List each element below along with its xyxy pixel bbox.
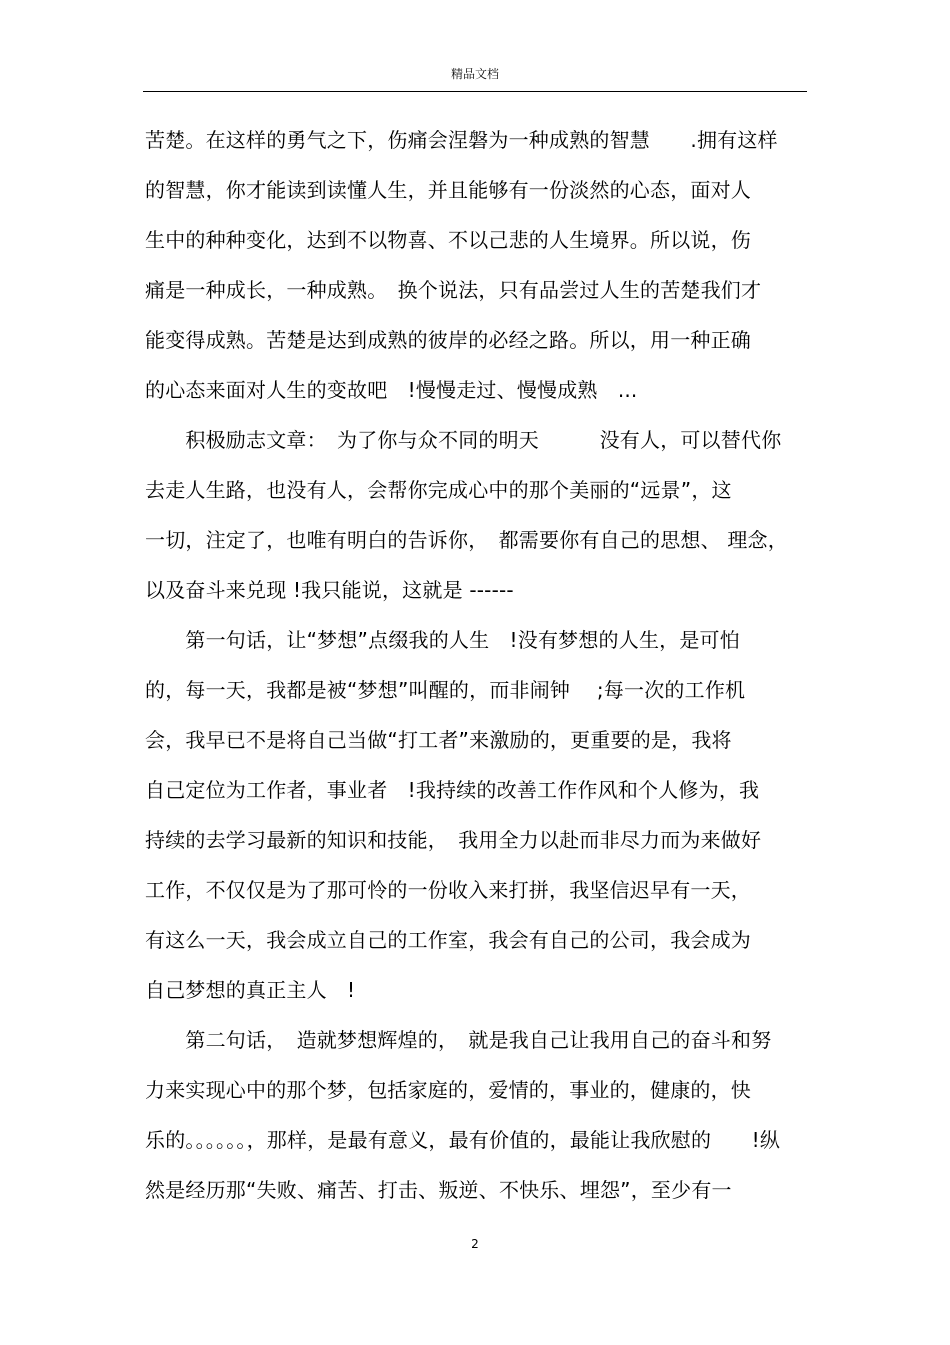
page-number: 2 xyxy=(471,1237,479,1251)
text-line: 会，我早已不是将自己当做“打工者”来激励的，更重要的是，我将 xyxy=(145,728,732,752)
text-line: 的智慧，你才能读到读懂人生，并且能够有一份淡然的心态，面对人 xyxy=(145,178,751,202)
text-line: 第二句话， 造就梦想辉煌的， 就是我自己让我用自己的奋斗和努 xyxy=(145,1028,772,1052)
text-line: 积极励志文章： 为了你与众不同的明天 没有人，可以替代你 xyxy=(145,428,782,452)
text-line: 痛是一种成长，一种成熟。 换个说法，只有品尝过人生的苦楚我们才 xyxy=(145,278,762,302)
text-line: 持续的去学习最新的知识和技能， 我用全力以赴而非尽力而为来做好 xyxy=(145,828,762,852)
text-line: 的心态来面对人生的变故吧 !慢慢走过、慢慢成熟 ... xyxy=(145,378,638,402)
page-header: 精品文档 xyxy=(450,67,499,81)
text-line: 以及奋斗来兑现 !我只能说，这就是 ------ xyxy=(145,578,514,602)
text-line: 生中的种种变化，达到不以物喜、不以己悲的人生境界。所以说，伤 xyxy=(145,228,751,252)
text-line: 的，每一天，我都是被“梦想”叫醒的，而非闹钟 ;每一次的工作机 xyxy=(145,678,746,702)
text-line: 乐的。。。。。。，那样，是最有意义，最有价值的，最能让我欣慰的 !纵 xyxy=(145,1128,781,1152)
text-line: 第一句话，让“梦想”点缀我的人生 !没有梦想的人生，是可怕 xyxy=(145,628,740,652)
text-line: 然是经历那“失败、痛苦、打击、叛逆、不快乐、埋怨”，至少有一 xyxy=(145,1178,732,1202)
text-line: 有这么一天，我会成立自己的工作室，我会有自己的公司，我会成为 xyxy=(145,928,751,952)
text-line: 能变得成熟。苦楚是达到成熟的彼岸的必经之路。所以，用一种正确 xyxy=(145,328,751,352)
text-line: 工作，不仅仅是为了那可怜的一份收入来打拼，我坚信迟早有一天， xyxy=(145,878,751,902)
text-line: 去走人生路，也没有人，会帮你完成心中的那个美丽的“远景”，这 xyxy=(145,478,732,502)
text-line: 一切，注定了，也唯有明白的告诉你， 都需要你有自己的思想、 理念， xyxy=(145,528,788,552)
text-line: 力来实现心中的那个梦，包括家庭的，爱情的，事业的，健康的，快 xyxy=(145,1078,751,1102)
text-line: 自己梦想的真正主人 ! xyxy=(145,978,356,1002)
text-line: 自己定位为工作者，事业者 !我持续的改善工作作风和个人修为，我 xyxy=(145,778,760,802)
header-divider xyxy=(143,91,807,92)
text-line: 苦楚。在这样的勇气之下，伤痛会涅磐为一种成熟的智慧 .拥有这样 xyxy=(145,128,778,152)
